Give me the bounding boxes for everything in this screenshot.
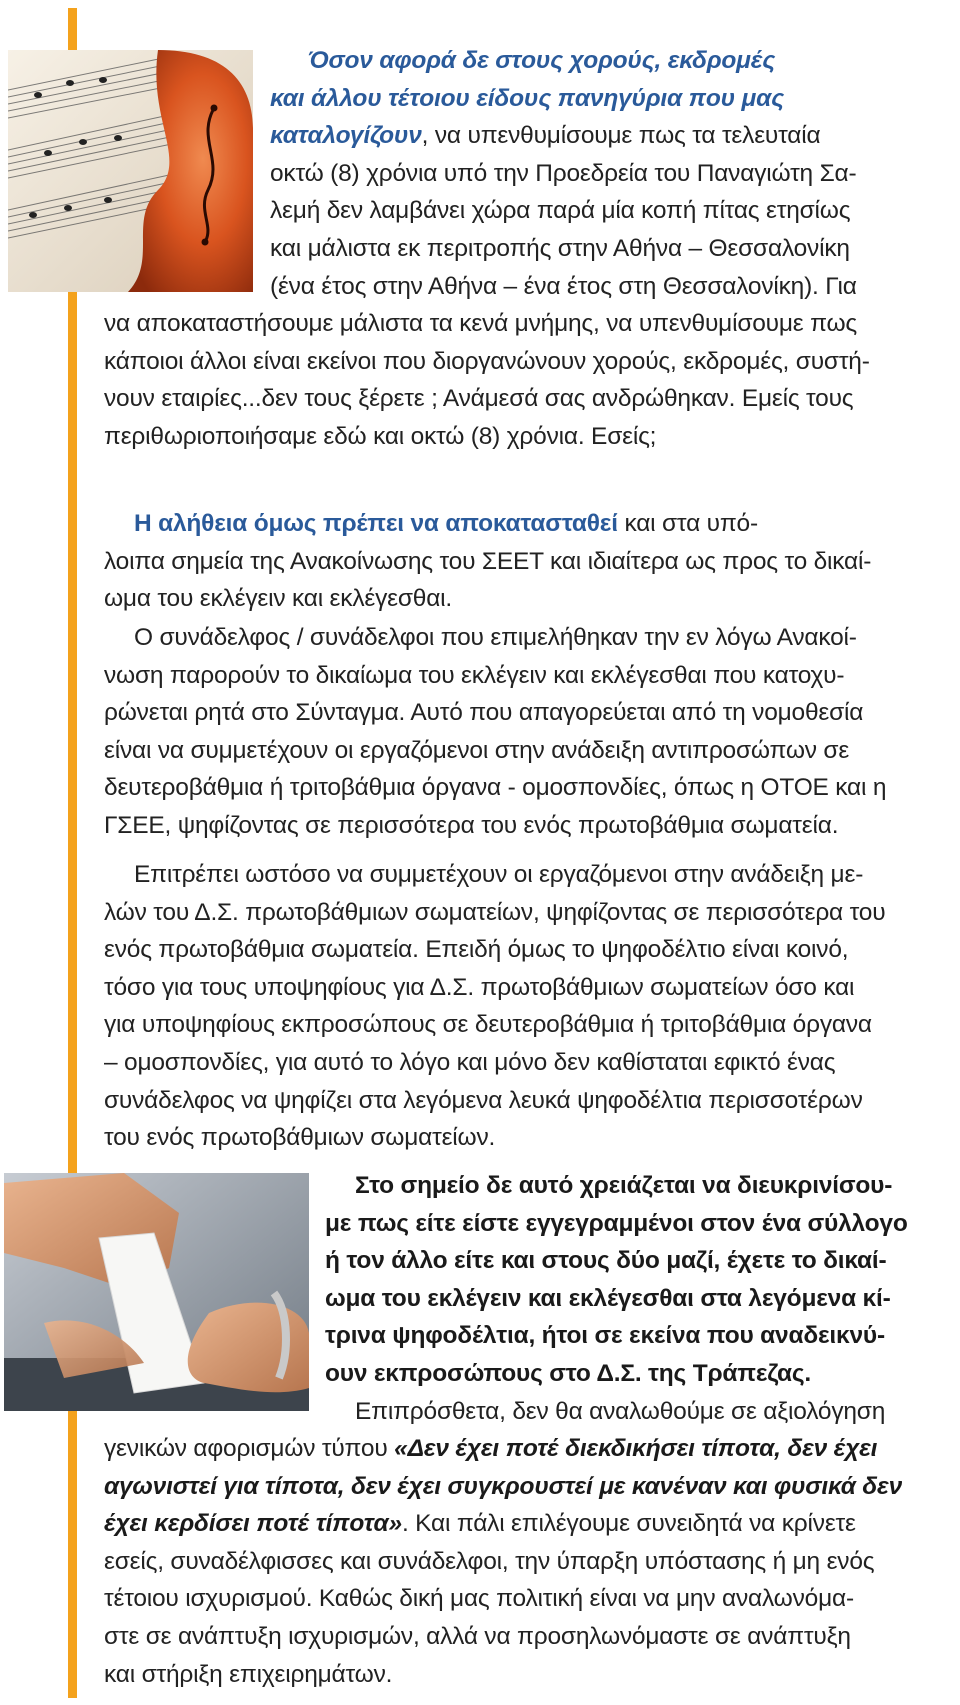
paragraph-3 (104, 619, 954, 845)
p5-line: Στο σημείο δε αυτό χρειάζεται να διευκρινίσου- (355, 1172, 893, 1199)
paragraph-1-top (270, 42, 950, 305)
p2-line: ωμα του εκλέγειν και εκλέγεσθαι. (104, 585, 453, 613)
p1-lead-line-2: και άλλου τέτοιου είδους πανηγύρια που μας (270, 84, 784, 112)
p3-line: ΓΣΕΕ, ψηφίζοντας σε περισσότερα του ενός πρωτοβάθμια σωματεία. (104, 811, 839, 839)
p3-line: δευτεροβάθμια ή τριτοβάθμια όργανα - ομοσπονδίες, όπως η ΟΤΟΕ και η (104, 774, 887, 802)
p1-line: να αποκαταστήσουμε μάλιστα τα κενά μνήμης, να υπενθυμίσουμε πως (104, 310, 858, 337)
paragraph-4 (104, 856, 954, 1157)
paragraph-5 (325, 1167, 953, 1393)
p2-lead: Η αλήθεια όμως πρέπει να αποκατασταθεί (134, 510, 618, 537)
p4-line: του ενός πρωτοβάθμιων σωματείων. (104, 1124, 496, 1152)
p1-line-3 (270, 117, 950, 155)
p1-lead-line-1: Όσον αφορά δε στους χορούς, εκδρομές (308, 47, 776, 74)
p2-lead-rest: και στα υπό- (617, 510, 758, 537)
p6-line: εσείς, συναδέλφισσες και συνάδελφοι, την ύπαρξη υπόστασης ή μη ενός (104, 1547, 875, 1575)
ballot-voting-image (4, 1173, 309, 1411)
p6-line: στε σε ανάπτυξη ισχυρισμών, αλλά να προσηλωνόμαστε σε ανάπτυξη (104, 1622, 851, 1650)
p1-line: και μάλιστα εκ περιτροπής στην Αθήνα – Θεσσαλονίκη (270, 234, 850, 262)
p5-line: με πως είτε είστε εγγεγραμμένοι στον ένα σύλλογο (325, 1209, 908, 1237)
p6-line: και στήριξη επιχειρημάτων. (104, 1660, 393, 1688)
p3-line: νωση παρορούν το δικαίωμα του εκλέγειν και εκλέγεσθαι που κατοχυ- (104, 661, 845, 689)
paragraph-6-top (355, 1393, 955, 1431)
p1-line: (ένα έτος στην Αθήνα – ένα έτος στη Θεσσαλονίκη). Για (270, 272, 857, 300)
p1-line: περιθωριοποιήσαμε εδώ και οκτώ (8) χρόνια. Εσείς; (104, 422, 657, 450)
paragraph-6 (104, 1430, 954, 1693)
p4-line: για υποψηφίους εκπροσώπους σε δευτεροβάθμια ή τριτοβάθμια όργανα (104, 1011, 872, 1039)
p2-line-1 (104, 505, 954, 543)
p1-line: οκτώ (8) χρόνια υπό την Προεδρεία του Παναγιώτη Σα- (270, 159, 857, 187)
p4-line: Επιτρέπει ωστόσο να συμμετέχουν οι εργαζόμενοι στην ανάδειξη με- (134, 861, 864, 888)
p6-quote-1: «Δεν έχει ποτέ διεκδικήσει τίποτα, δεν έχει (394, 1435, 878, 1462)
violin-sheet-music-image (8, 50, 253, 292)
p2-line: λοιπα σημεία της Ανακοίνωσης του ΣΕΕΤ και ιδιαίτερα ως προς το δικαί- (104, 547, 872, 575)
p1-line: κάποιοι άλλοι είναι εκείνοι που διοργανώνουν χορούς, εκδρομές, συστή- (104, 347, 870, 375)
p6-line-1: Επιπρόσθετα, δεν θα αναλωθούμε σε αξιολόγηση (355, 1398, 886, 1425)
p4-line: λών του Δ.Σ. πρωτοβάθμιων σωματείων, ψηφίζοντας σε περισσότερα του (104, 898, 886, 926)
p3-line: ρώνεται ρητά στο Σύνταγμα. Αυτό που απαγορεύεται από τη νομοθεσία (104, 699, 864, 727)
p6-quote-3: έχει κερδίσει ποτέ τίποτα» (104, 1510, 402, 1538)
p1-lead-rest: , να υπενθυμίσουμε πως τα τελευταία (421, 122, 821, 150)
p3-line: είναι να συμμετέχουν οι εργαζόμενοι στην ανάδειξη αντιπροσώπων σε (104, 736, 850, 764)
p1-line: νουν εταιρίες...δεν τους ξέρετε ; Ανάμεσά σας ανδρώθηκαν. Εμείς τους (104, 385, 854, 413)
p4-line: συνάδελφος να ψηφίζει στα λεγόμενα λευκά ψηφοδέλτια περισσοτέρων (104, 1086, 863, 1114)
p5-line: ουν εκπροσώπους στο Δ.Σ. της Τράπεζας. (325, 1359, 811, 1387)
paragraph-2 (104, 505, 954, 618)
paragraph-1-bottom (104, 305, 954, 455)
p6-line-4 (104, 1505, 954, 1543)
p4-line: τόσο για τους υποψηφίους για Δ.Σ. πρωτοβάθμιων σωματείων όσο και (104, 973, 855, 1001)
p5-line: ωμα του εκλέγειν και εκλέγεσθαι στα λεγόμενα κί- (325, 1284, 891, 1312)
p6-line-4-rest: . Και πάλι επιλέγουμε συνειδητά να κρίνετε (401, 1510, 856, 1538)
p6-line-2 (104, 1430, 954, 1468)
p3-line: Ο συνάδελφος / συνάδελφοι που επιμελήθηκαν την εν λόγω Ανακοί- (134, 624, 857, 651)
p4-line: – ομοσπονδίες, για αυτό το λόγο και μόνο δεν καθίσταται εφικτό ένας (104, 1048, 836, 1076)
p5-line: ή τον άλλο είτε και στους δύο μαζί, έχετε το δικαί- (325, 1247, 887, 1275)
p6-line-2-start: γενικών αφορισμών τύπου (104, 1435, 395, 1462)
p6-quote-2: αγωνιστεί για τίποτα, δεν έχει συγκρουστεί με κανέναν και φυσικά δεν (104, 1472, 903, 1500)
p6-line: τέτοιου ισχυρισμού. Καθώς δική μας πολιτική είναι να μην αναλωνόμα- (104, 1585, 854, 1613)
p4-line: ενός πρωτοβάθμια σωματεία. Επειδή όμως το ψηφοδέλτιο είναι κοινό, (104, 936, 849, 964)
p5-line: τρινα ψηφοδέλτια, ήτοι σε εκείνα που αναδεικνύ- (325, 1322, 885, 1350)
p1-line: λεμή δεν λαμβάνει χώρα παρά μία κοπή πίτας ετησίως (270, 197, 851, 225)
p1-lead-line-3: καταλογίζουν (270, 122, 422, 150)
